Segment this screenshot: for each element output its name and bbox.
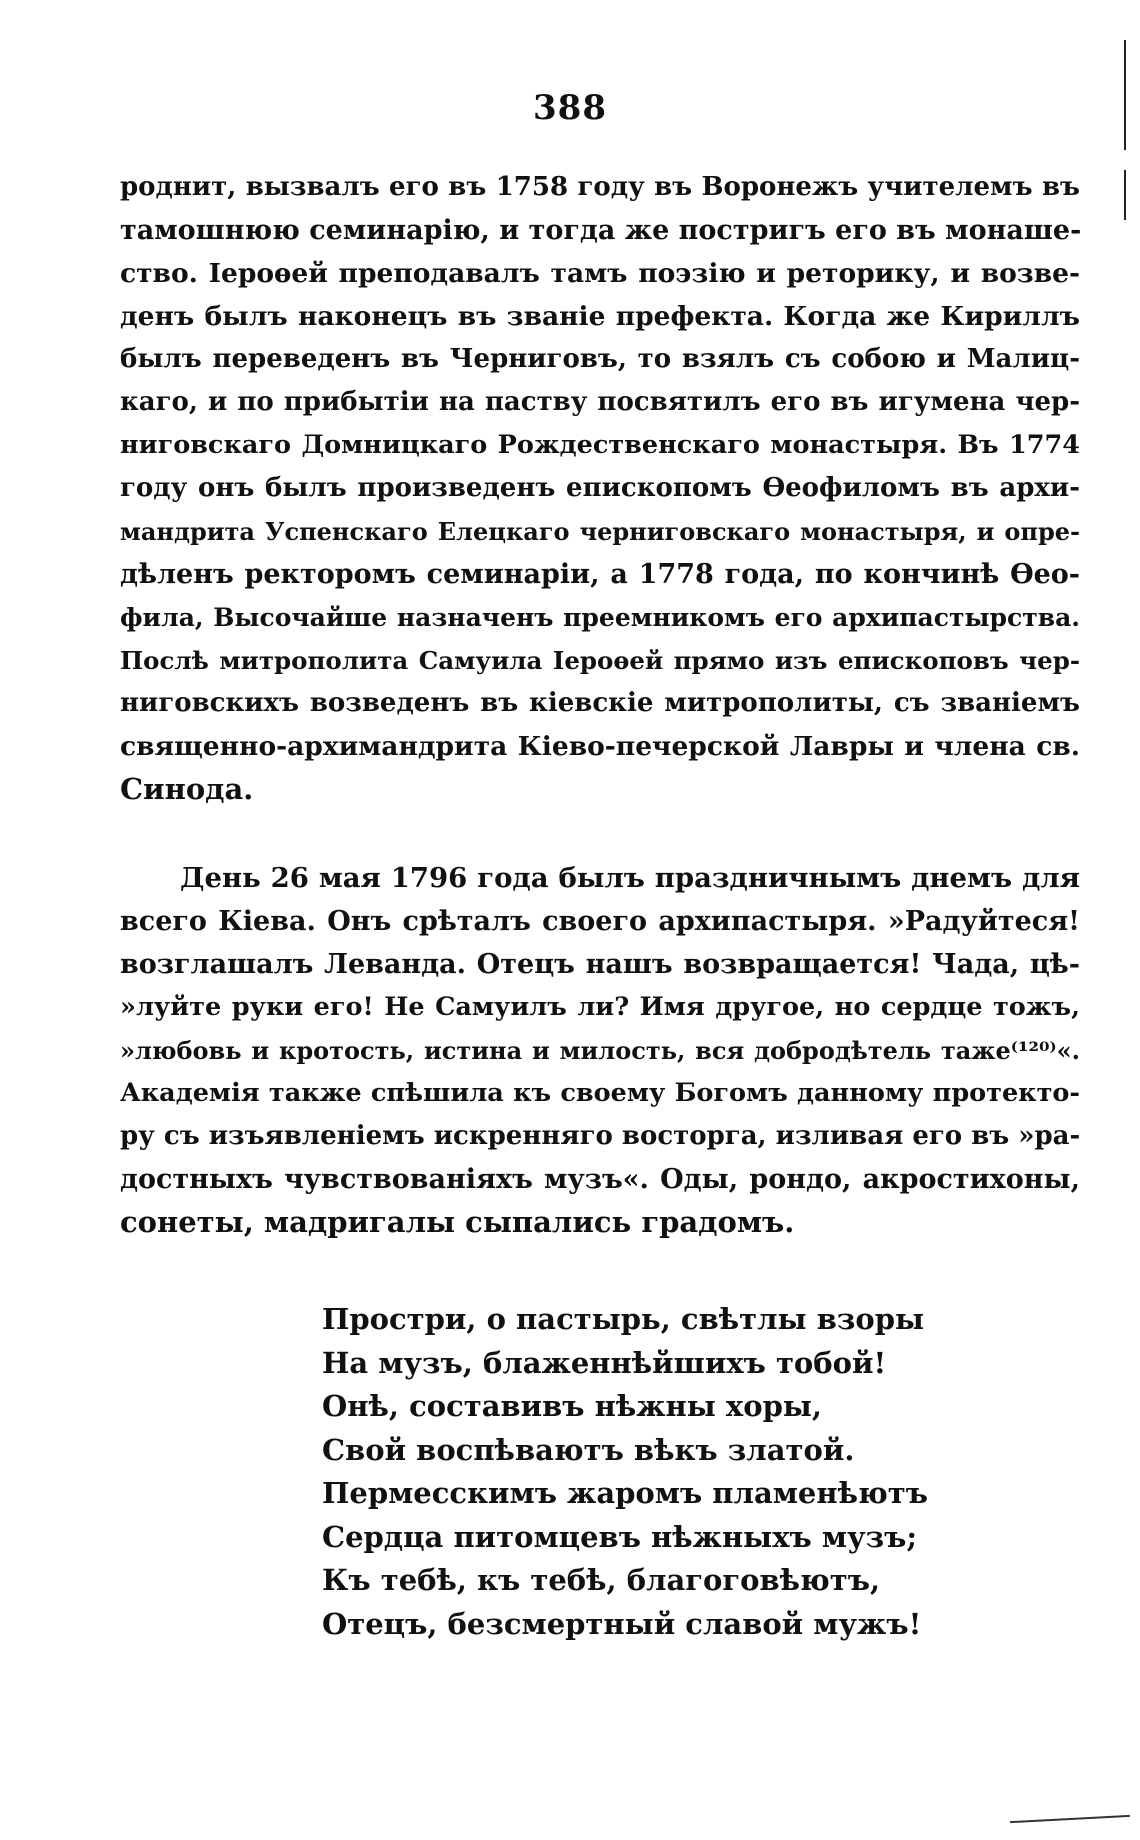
text-line: ниговскихъ возведенъ въ кіевскіе митрополиты, съ званіемъ	[120, 688, 1080, 718]
text-line: ниговскаго Домницкаго Рождественскаго монастыря. Въ 1774	[120, 430, 1080, 460]
text-line: каго, и по прибытіи на паству посвятилъ его въ игумена чер-	[120, 387, 1080, 417]
text-line: ру съ изъявленіемъ искренняго восторга, изливая его въ »ра-	[120, 1121, 1081, 1151]
scan-edge-artifact	[1124, 170, 1126, 220]
poem-line: Къ тебѣ, къ тебѣ, благоговѣютъ,	[322, 1563, 881, 1597]
paragraph-2	[120, 857, 1080, 1244]
poem-line: Свой воспѣваютъ вѣкъ златой.	[322, 1432, 855, 1467]
text-line: былъ переведенъ въ Черниговъ, то взялъ съ собою и Малиц-	[120, 344, 1080, 374]
poem-line: Сердца питомцевъ нѣжныхъ музъ;	[322, 1519, 918, 1554]
poem-block	[322, 1298, 942, 1646]
text-line: денъ былъ наконецъ въ званіе префекта. Когда же Кириллъ	[120, 301, 1080, 332]
text-line: »любовь и кротость, истина и милость, вся добродѣтель таже⁽¹²⁰⁾«.	[120, 1036, 1080, 1065]
poem-line: Пермесскимъ жаромъ пламенѣютъ	[322, 1476, 928, 1510]
text-line: »луйте руки его! Не Самуилъ ли? Имя другое, но сердце тожъ,	[120, 992, 1080, 1022]
scan-edge-artifact	[1010, 1815, 1130, 1823]
page-number: 388	[533, 88, 607, 128]
text-line: роднит, вызвалъ его въ 1758 году въ Воронежъ учителемъ въ	[120, 172, 1080, 202]
poem-line: Онѣ, составивъ нѣжны хоры,	[322, 1389, 823, 1423]
text-line: дѣленъ ректоромъ семинаріи, а 1778 года, по кончинѣ Ѳео-	[120, 559, 1080, 590]
text-line: День 26 мая 1796 года былъ праздничнымъ днемъ для	[180, 862, 1080, 894]
poem-line: Простри, о пастырь, свѣтлы взоры	[322, 1302, 925, 1336]
text-line: сонеты, мадригалы сыпались градомъ.	[120, 1205, 795, 1239]
text-line: возглашалъ Леванда. Отецъ нашъ возвращается! Чада, цѣ-	[120, 949, 1080, 980]
text-line: священно-архимандрита Кіево-печерской Лавры и члена св.	[120, 731, 1080, 762]
text-line: всего Кіева. Онъ срѣталъ своего архипастыря. »Радуйтеся!	[120, 906, 1080, 937]
poem-line: Отецъ, безсмертный славой мужъ!	[322, 1606, 922, 1641]
text-line: фила, Высочайше назначенъ преемникомъ его архипастырства.	[120, 603, 1080, 632]
text-line: тамошнюю семинарію, и тогда же постригъ его въ монаше-	[120, 215, 1082, 246]
text-line: достныхъ чувствованіяхъ музъ«. Оды, рондо, акростихоны,	[120, 1164, 1080, 1195]
text-line: Послѣ митрополита Самуила Іероѳей прямо изъ епископовъ чер-	[120, 646, 1080, 675]
text-line: ство. Іероѳей преподавалъ тамъ поэзію и реторику, и возве-	[120, 258, 1080, 289]
text-line: Академія также спѣшила къ своему Богомъ данному протекто-	[120, 1078, 1080, 1108]
poem-line: На музъ, блаженнѣйшихъ тобой!	[322, 1345, 887, 1380]
text-line: году онъ былъ произведенъ епископомъ Ѳеофиломъ въ архи-	[120, 473, 1080, 503]
scan-edge-artifact	[1124, 40, 1126, 150]
text-line: мандрита Успенскаго Елецкаго черниговскаго монастыря, и опре-	[120, 517, 1080, 546]
text-line: Синода.	[120, 772, 254, 806]
paragraph-1	[120, 166, 1080, 811]
